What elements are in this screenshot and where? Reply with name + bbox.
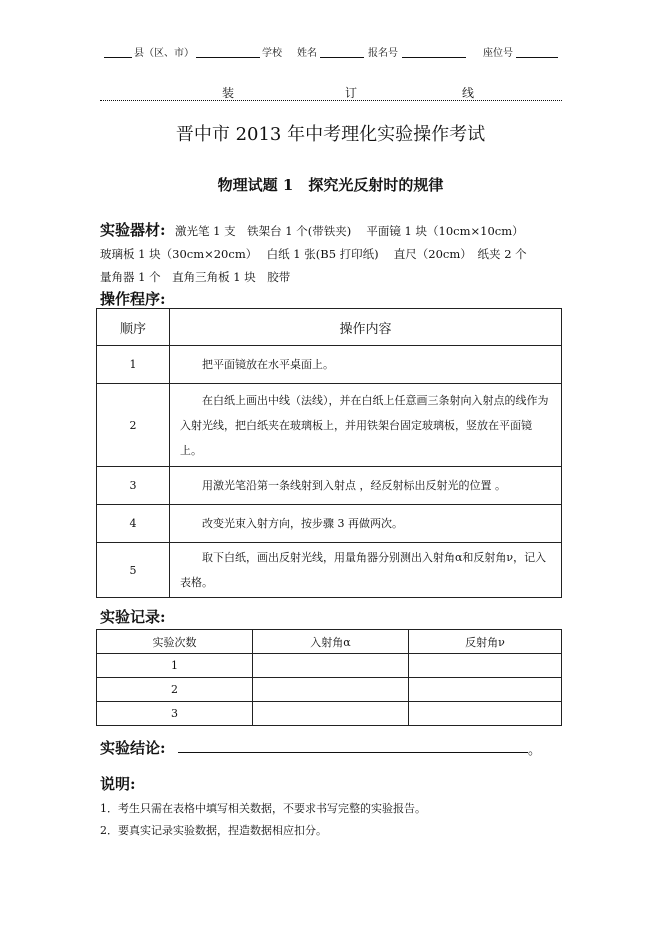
materials-line-1: 激光笔 1 支 铁架台 1 个(带铁夹) 平面镜 1 块（10cm×10cm）: [175, 224, 524, 238]
binding-line: [100, 84, 562, 102]
table-row: [97, 346, 562, 384]
incident-angle-cell[interactable]: [253, 702, 409, 726]
step-text: 取下白纸，画出反射光线，用量角器分别测出入射角α和反射角ν，记入表格。: [170, 543, 562, 598]
trial-number: 1: [97, 654, 253, 678]
name-label: 姓名: [297, 48, 317, 59]
county-blank[interactable]: [104, 57, 132, 58]
table-row: [97, 505, 562, 543]
seat-number-blank[interactable]: [516, 57, 558, 58]
step-text: 把平面镜放在水平桌面上。: [170, 346, 562, 384]
exam-number-label: 报名号: [368, 48, 398, 59]
county-label: 县（区、市）: [134, 48, 194, 59]
step-number: 2: [97, 384, 170, 467]
candidate-info-header: [100, 44, 562, 62]
materials-line-3: 量角器 1 个 直角三角板 1 块 胶带: [100, 270, 291, 284]
conclusion-blank[interactable]: [178, 752, 528, 753]
exam-number-blank[interactable]: [402, 57, 466, 58]
step-text: 用激光笔沿第一条线射到入射点 ，经反射标出反射光的位置 。: [170, 467, 562, 505]
step-number: 1: [97, 346, 170, 384]
reflect-angle-cell[interactable]: [409, 678, 562, 702]
incident-angle-cell[interactable]: [253, 678, 409, 702]
trial-number: 2: [97, 678, 253, 702]
note-item: 1．考生只需在表格中填写相关数据，不要求书写完整的实验报告。: [100, 802, 426, 815]
col-content-header: 操作内容: [170, 309, 562, 346]
school-label: 学校: [262, 48, 282, 59]
step-number: 5: [97, 543, 170, 598]
table-row: [97, 678, 562, 702]
note-item: 2．要真实记录实验数据，捏造数据相应扣分。: [100, 824, 327, 837]
record-header-row: [97, 630, 562, 654]
incident-angle-cell[interactable]: [253, 654, 409, 678]
col-incident-header: 入射角α: [253, 630, 409, 654]
record-table: [96, 629, 562, 726]
page-title: 晋中市 2013 年中考理化实验操作考试: [175, 124, 486, 145]
reflect-angle-cell[interactable]: [409, 654, 562, 678]
step-text: 在白纸上画出中线（法线），并在白纸上任意画三条射向入射点的线作为入射光线，把白纸夹在玻璃板上，并用铁架台固定玻璃板，竖放在平面镜上。: [170, 384, 562, 467]
record-heading: 实验记录:: [100, 608, 166, 626]
page-subtitle: 物理试题 1 探究光反射时的规律: [217, 176, 444, 194]
binding-char-xian: 线: [462, 86, 475, 100]
table-row: [97, 654, 562, 678]
col-trial-header: 实验次数: [97, 630, 253, 654]
table-row: [97, 543, 562, 598]
binding-char-ding: 订: [345, 86, 358, 100]
table-row: [97, 467, 562, 505]
school-blank[interactable]: [196, 57, 260, 58]
notes-heading: 说明:: [100, 775, 136, 793]
step-text: 改变光束入射方向，按步骤 3 再做两次。: [170, 505, 562, 543]
procedure-table: [96, 308, 562, 598]
conclusion-heading: 实验结论:: [100, 739, 166, 757]
materials-heading: 实验器材:: [100, 221, 166, 239]
table-row: [97, 384, 562, 467]
binding-dotted-line: [100, 100, 562, 101]
col-reflect-header: 反射角ν: [409, 630, 562, 654]
conclusion-end-mark: 。: [528, 743, 542, 758]
trial-number: 3: [97, 702, 253, 726]
reflect-angle-cell[interactable]: [409, 702, 562, 726]
procedure-heading: 操作程序:: [100, 290, 166, 308]
table-row: [97, 702, 562, 726]
step-number: 4: [97, 505, 170, 543]
col-order-header: 顺序: [97, 309, 170, 346]
materials-line-2: 玻璃板 1 块（30cm×20cm） 白纸 1 张(B5 打印纸) 直尺（20cm） 纸夹 2 个: [100, 247, 527, 261]
seat-number-label: 座位号: [483, 48, 513, 59]
name-blank[interactable]: [320, 57, 364, 58]
procedure-header-row: [97, 309, 562, 346]
step-number: 3: [97, 467, 170, 505]
binding-char-zhuang: 装: [222, 86, 235, 100]
